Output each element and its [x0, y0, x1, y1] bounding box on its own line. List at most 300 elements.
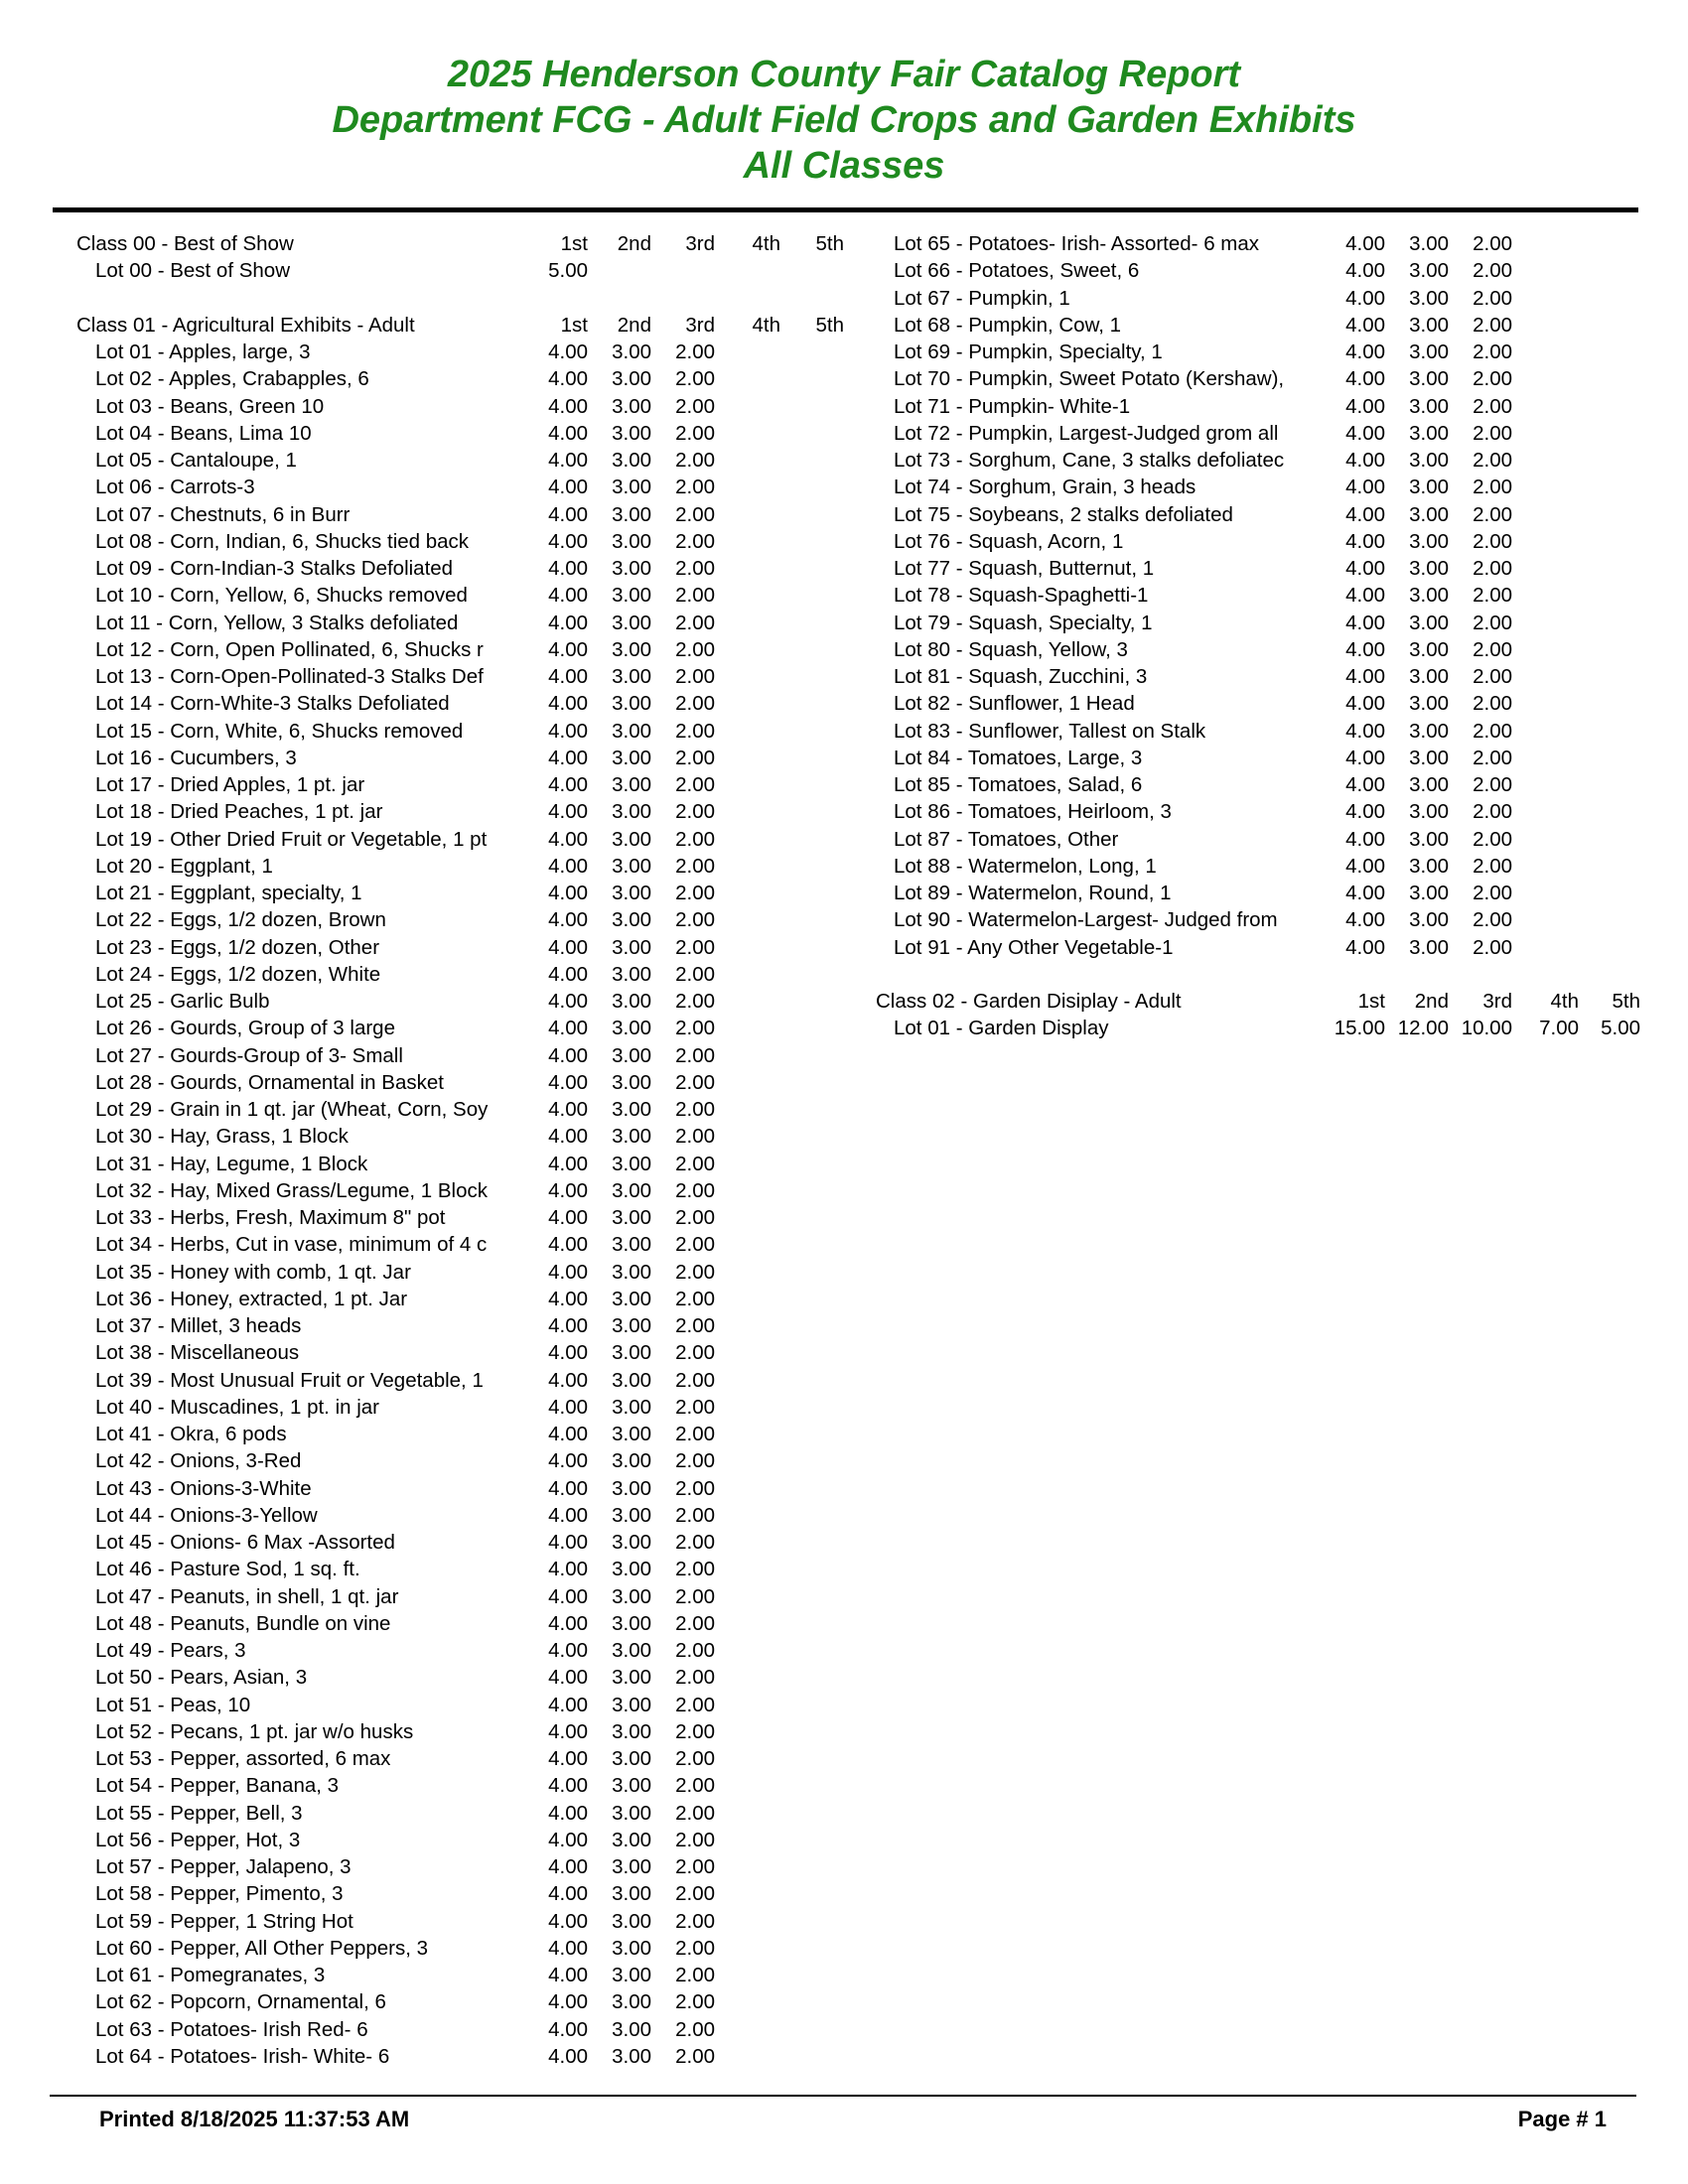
lot-row: [0, 420, 854, 447]
premium-place-2: 3.00: [612, 502, 651, 526]
lot-name: Lot 25 - Garlic Bulb: [95, 990, 270, 1013]
lot-row: [0, 961, 854, 988]
premium-place-1: 4.00: [548, 665, 588, 688]
lot-row: [0, 1827, 854, 1853]
premium-place-3: 2.00: [1473, 394, 1512, 418]
lot-name: Lot 67 - Pumpkin, 1: [894, 286, 1070, 310]
premium-place-1: 4.00: [548, 2044, 588, 2068]
lot-row: [854, 826, 1688, 853]
lot-row: [0, 1339, 854, 1366]
lot-name: Lot 68 - Pumpkin, Cow, 1: [894, 313, 1122, 337]
premium-place-3: 2.00: [675, 692, 715, 716]
class-header-row: [0, 312, 854, 339]
premium-place-3: 2.00: [675, 990, 715, 1013]
premium-place-1: 4.00: [1345, 773, 1385, 796]
premium-place-3: 2.00: [675, 1395, 715, 1419]
lot-row: [0, 610, 854, 636]
premium-place-1: 4.00: [1345, 746, 1385, 769]
premium-place-1: 4.00: [548, 1882, 588, 1906]
lot-name: Lot 40 - Muscadines, 1 pt. in jar: [95, 1395, 380, 1419]
premium-place-3: 2.00: [1473, 637, 1512, 661]
lot-row: [854, 312, 1688, 339]
lot-name: Lot 41 - Okra, 6 pods: [95, 1423, 287, 1445]
premium-place-2: 3.00: [612, 1611, 651, 1635]
place-header-5: 5th: [1612, 990, 1640, 1013]
lot-name: Lot 86 - Tomatoes, Heirloom, 3: [894, 800, 1172, 824]
premium-place-1: 4.00: [548, 584, 588, 608]
lot-row: [854, 365, 1688, 392]
premium-place-1: 4.00: [548, 1747, 588, 1770]
premium-place-2: 3.00: [612, 990, 651, 1013]
lot-name: Lot 49 - Pears, 3: [95, 1639, 246, 1662]
lot-name: Lot 50 - Pears, Asian, 3: [95, 1666, 308, 1690]
lot-row: [0, 1935, 854, 1962]
place-header-4: 4th: [752, 232, 780, 255]
lot-row: [854, 798, 1688, 825]
premium-place-3: 2.00: [675, 1882, 715, 1906]
lot-row: [0, 1664, 854, 1691]
premium-place-1: 4.00: [548, 1233, 588, 1257]
lot-name: Lot 71 - Pumpkin- White-1: [894, 394, 1131, 418]
lot-row: [0, 1502, 854, 1529]
premium-place-1: 4.00: [548, 1558, 588, 1581]
place-header-2: 2nd: [1414, 990, 1449, 1013]
lot-name: Lot 91 - Any Other Vegetable-1: [894, 935, 1174, 959]
place-header-1: 1st: [560, 232, 588, 255]
lot-row: [0, 1529, 854, 1556]
premium-place-3: 2.00: [675, 1558, 715, 1581]
premium-place-2: 3.00: [612, 611, 651, 634]
premium-place-1: 4.00: [1345, 367, 1385, 391]
premium-place-2: 3.00: [1409, 286, 1449, 310]
lot-name: Lot 38 - Miscellaneous: [95, 1341, 300, 1365]
premium-place-3: 2.00: [675, 1178, 715, 1202]
lot-name: Lot 55 - Pepper, Bell, 3: [95, 1801, 303, 1825]
premium-place-2: 12.00: [1397, 1017, 1449, 1040]
premium-place-2: 3.00: [612, 908, 651, 932]
lot-row: [0, 771, 854, 798]
premium-place-2: 3.00: [1409, 719, 1449, 743]
premium-place-2: 3.00: [612, 394, 651, 418]
premium-place-3: 2.00: [675, 665, 715, 688]
premium-place-3: 2.00: [675, 1043, 715, 1067]
premium-place-3: 2.00: [675, 1233, 715, 1257]
premium-place-3: 2.00: [675, 502, 715, 526]
premium-place-3: 2.00: [1473, 908, 1512, 932]
lot-row: [0, 501, 854, 528]
premium-place-2: 3.00: [1409, 341, 1449, 363]
premium-place-3: 2.00: [1473, 665, 1512, 688]
premium-place-2: 3.00: [612, 1341, 651, 1365]
premium-place-1: 4.00: [548, 1719, 588, 1743]
lot-name: Lot 57 - Pepper, Jalapeno, 3: [95, 1855, 352, 1878]
lot-name: Lot 39 - Most Unusual Fruit or Vegetable, 1: [95, 1368, 484, 1392]
lot-row: [0, 880, 854, 906]
premium-place-2: 3.00: [612, 773, 651, 796]
premium-place-2: 3.00: [612, 1125, 651, 1149]
premium-place-2: 3.00: [612, 1964, 651, 1986]
premium-place-2: 3.00: [612, 1206, 651, 1229]
premium-place-1: 4.00: [548, 908, 588, 932]
lot-name: Lot 28 - Gourds, Ornamental in Basket: [95, 1070, 444, 1094]
lot-row: [0, 447, 854, 474]
premium-place-3: 2.00: [675, 962, 715, 986]
premium-place-3: 2.00: [675, 1774, 715, 1798]
lot-row: [854, 393, 1688, 420]
premium-place-2: 3.00: [1409, 637, 1449, 661]
lot-row: [0, 1042, 854, 1069]
premium-place-2: 3.00: [612, 476, 651, 499]
premium-place-1: 4.00: [1345, 394, 1385, 418]
class-name: Class 02 - Garden Disiplay - Adult: [876, 990, 1182, 1013]
lot-row: [0, 1556, 854, 1582]
premium-place-1: 4.00: [548, 1774, 588, 1798]
lot-row: [854, 474, 1688, 500]
premium-place-2: 3.00: [1409, 800, 1449, 824]
premium-place-1: 4.00: [548, 1909, 588, 1933]
lot-row: [854, 257, 1688, 284]
lot-row: [0, 934, 854, 961]
premium-place-2: 3.00: [1409, 773, 1449, 796]
premium-place-1: 4.00: [548, 1287, 588, 1310]
premium-place-1: 4.00: [548, 394, 588, 418]
premium-place-2: 3.00: [612, 367, 651, 391]
premium-place-3: 2.00: [675, 637, 715, 661]
premium-place-3: 2.00: [675, 1693, 715, 1716]
footer-divider: [50, 2095, 1636, 2097]
lot-name: Lot 52 - Pecans, 1 pt. jar w/o husks: [95, 1719, 414, 1743]
lot-name: Lot 61 - Pomegranates, 3: [95, 1964, 326, 1986]
lot-row: [0, 1908, 854, 1935]
premium-place-2: 3.00: [612, 746, 651, 769]
lot-row: [0, 1394, 854, 1421]
premium-place-3: 2.00: [1473, 529, 1512, 553]
place-header-1: 1st: [560, 313, 588, 337]
premium-place-1: 4.00: [548, 1043, 588, 1067]
premium-place-2: 3.00: [1409, 232, 1449, 255]
premium-place-2: 3.00: [612, 1774, 651, 1798]
lot-name: Lot 46 - Pasture Sod, 1 sq. ft.: [95, 1558, 360, 1581]
lot-row: [0, 1988, 854, 2015]
lot-name: Lot 26 - Gourds, Group of 3 large: [95, 1017, 395, 1040]
premium-place-2: 3.00: [612, 1584, 651, 1608]
lot-row: [854, 555, 1688, 582]
place-header-2: 2nd: [617, 313, 651, 337]
premium-place-5: 5.00: [1601, 1017, 1640, 1040]
premium-place-1: 4.00: [548, 990, 588, 1013]
premium-place-2: 3.00: [612, 1828, 651, 1851]
premium-place-3: 2.00: [1473, 882, 1512, 904]
premium-place-2: 3.00: [1409, 908, 1449, 932]
premium-place-1: 4.00: [548, 962, 588, 986]
lot-row: [0, 1421, 854, 1447]
premium-place-3: 2.00: [1473, 746, 1512, 769]
lot-row: [0, 1069, 854, 1096]
premium-place-1: 4.00: [548, 800, 588, 824]
premium-place-3: 2.00: [1473, 584, 1512, 608]
lot-row: [0, 798, 854, 825]
lot-name: Lot 51 - Peas, 10: [95, 1693, 251, 1716]
premium-place-2: 3.00: [612, 1098, 651, 1121]
lot-name: Lot 56 - Pepper, Hot, 3: [95, 1828, 301, 1851]
premium-place-1: 4.00: [548, 1395, 588, 1419]
premium-place-3: 2.00: [675, 421, 715, 445]
printed-timestamp: Printed 8/18/2025 11:37:53 AM: [99, 2107, 410, 2131]
premium-place-2: 3.00: [1409, 421, 1449, 445]
lot-name: Lot 01 - Apples, large, 3: [95, 341, 311, 363]
class-header-row: [854, 988, 1688, 1015]
lot-name: Lot 30 - Hay, Grass, 1 Block: [95, 1125, 349, 1149]
lot-name: Lot 11 - Corn, Yellow, 3 Stalks defoliated: [95, 611, 459, 634]
premium-place-1: 15.00: [1334, 1017, 1385, 1040]
premium-place-3: 2.00: [1473, 800, 1512, 824]
premium-place-3: 2.00: [675, 476, 715, 499]
premium-place-3: 2.00: [675, 2017, 715, 2041]
premium-place-1: 4.00: [548, 421, 588, 445]
premium-place-2: 3.00: [612, 1043, 651, 1067]
header-divider: [53, 207, 1638, 212]
spacer-row: [0, 285, 854, 312]
premium-place-3: 2.00: [675, 1855, 715, 1878]
premium-place-2: 3.00: [612, 692, 651, 716]
premium-place-3: 2.00: [675, 1503, 715, 1527]
lot-name: Lot 73 - Sorghum, Cane, 3 stalks defoliatec: [894, 449, 1285, 472]
premium-place-1: 4.00: [548, 1584, 588, 1608]
premium-place-3: 2.00: [1473, 421, 1512, 445]
premium-place-3: 2.00: [675, 746, 715, 769]
premium-place-2: 3.00: [612, 1909, 651, 1933]
lot-name: Lot 75 - Soybeans, 2 stalks defoliated: [894, 502, 1233, 526]
premium-place-2: 3.00: [612, 665, 651, 688]
premium-place-1: 4.00: [1345, 800, 1385, 824]
premium-place-3: 2.00: [1473, 502, 1512, 526]
premium-place-3: 10.00: [1461, 1017, 1512, 1040]
lot-name: Lot 84 - Tomatoes, Large, 3: [894, 746, 1143, 769]
lot-row: [854, 610, 1688, 636]
premium-place-3: 2.00: [675, 1476, 715, 1500]
premium-place-3: 2.00: [675, 1666, 715, 1690]
lot-name: Lot 10 - Corn, Yellow, 6, Shucks removed: [95, 584, 468, 608]
lot-name: Lot 17 - Dried Apples, 1 pt. jar: [95, 773, 365, 796]
lot-name: Lot 58 - Pepper, Pimento, 3: [95, 1882, 344, 1906]
premium-place-1: 4.00: [1345, 719, 1385, 743]
lot-row: [0, 1880, 854, 1907]
lot-row: [854, 853, 1688, 880]
lot-name: Lot 03 - Beans, Green 10: [95, 394, 325, 418]
class-header-row: [0, 230, 854, 257]
lot-name: Lot 12 - Corn, Open Pollinated, 6, Shucks r: [95, 637, 484, 661]
lot-name: Lot 18 - Dried Peaches, 1 pt. jar: [95, 800, 383, 824]
premium-place-1: 4.00: [548, 1476, 588, 1500]
lot-row: [0, 1123, 854, 1150]
premium-place-1: 4.00: [548, 1990, 588, 2014]
lot-name: Lot 76 - Squash, Acorn, 1: [894, 529, 1124, 553]
department-title: Department FCG - Adult Field Crops and Garden Exhibits: [332, 99, 1356, 141]
premium-place-1: 4.00: [548, 1017, 588, 1040]
premium-place-2: 3.00: [1409, 394, 1449, 418]
lot-row: [854, 339, 1688, 365]
premium-place-3: 2.00: [1473, 232, 1512, 255]
premium-place-2: 3.00: [612, 1747, 651, 1770]
report-title: 2025 Henderson County Fair Catalog Report: [447, 54, 1241, 95]
premium-place-3: 2.00: [675, 611, 715, 634]
premium-place-2: 3.00: [612, 1314, 651, 1337]
premium-place-2: 3.00: [612, 1423, 651, 1445]
right-column: [854, 230, 1688, 1042]
lot-name: Lot 05 - Cantaloupe, 1: [95, 449, 297, 472]
premium-place-2: 3.00: [612, 827, 651, 851]
premium-place-2: 3.00: [1409, 502, 1449, 526]
premium-place-3: 2.00: [1473, 557, 1512, 580]
lot-name: Lot 69 - Pumpkin, Specialty, 1: [894, 341, 1163, 363]
premium-place-1: 4.00: [548, 529, 588, 553]
premium-place-3: 2.00: [1473, 773, 1512, 796]
premium-place-3: 2.00: [675, 1909, 715, 1933]
premium-place-2: 3.00: [612, 1855, 651, 1878]
report-header: [0, 52, 1688, 189]
lot-name: Lot 08 - Corn, Indian, 6, Shucks tied back: [95, 529, 470, 553]
lot-name: Lot 48 - Peanuts, Bundle on vine: [95, 1611, 391, 1635]
place-header-4: 4th: [1550, 990, 1579, 1013]
lot-row: [0, 1745, 854, 1772]
premium-place-1: 4.00: [1345, 286, 1385, 310]
premium-place-1: 4.00: [548, 557, 588, 580]
lot-row: [0, 1286, 854, 1312]
premium-place-3: 2.00: [1473, 692, 1512, 716]
premium-place-1: 4.00: [1345, 854, 1385, 878]
lot-name: Lot 80 - Squash, Yellow, 3: [894, 637, 1128, 661]
lot-row: [0, 1367, 854, 1394]
premium-place-1: 4.00: [1345, 449, 1385, 472]
premium-place-2: 3.00: [612, 1503, 651, 1527]
premium-place-2: 3.00: [612, 1368, 651, 1392]
premium-place-2: 3.00: [612, 449, 651, 472]
premium-place-2: 3.00: [1409, 935, 1449, 959]
premium-place-2: 3.00: [1409, 584, 1449, 608]
premium-place-1: 4.00: [1345, 476, 1385, 499]
premium-place-1: 4.00: [548, 1666, 588, 1690]
premium-place-1: 4.00: [1345, 827, 1385, 851]
place-header-2: 2nd: [617, 232, 651, 255]
lot-row: [0, 1151, 854, 1177]
premium-place-3: 2.00: [675, 1368, 715, 1392]
lot-name: Lot 43 - Onions-3-White: [95, 1476, 312, 1500]
premium-place-1: 4.00: [548, 746, 588, 769]
lot-name: Lot 88 - Watermelon, Long, 1: [894, 854, 1157, 878]
premium-place-2: 3.00: [612, 935, 651, 959]
lot-name: Lot 15 - Corn, White, 6, Shucks removed: [95, 719, 464, 743]
premium-place-1: 4.00: [548, 1855, 588, 1878]
lot-name: Lot 60 - Pepper, All Other Peppers, 3: [95, 1936, 429, 1960]
premium-place-3: 2.00: [675, 1152, 715, 1175]
premium-place-1: 4.00: [1345, 313, 1385, 337]
premium-place-2: 3.00: [1409, 746, 1449, 769]
premium-place-3: 2.00: [675, 1070, 715, 1094]
premium-place-3: 2.00: [675, 341, 715, 363]
premium-place-1: 4.00: [548, 1260, 588, 1284]
premium-place-1: 4.00: [548, 1531, 588, 1554]
lot-row: [854, 934, 1688, 961]
premium-place-2: 3.00: [612, 962, 651, 986]
premium-place-2: 3.00: [612, 341, 651, 363]
premium-place-2: 3.00: [1409, 854, 1449, 878]
lot-name: Lot 31 - Hay, Legume, 1 Block: [95, 1152, 368, 1175]
premium-place-1: 4.00: [548, 1639, 588, 1662]
lot-row: [0, 528, 854, 555]
premium-place-3: 2.00: [675, 719, 715, 743]
premium-place-3: 2.00: [1473, 935, 1512, 959]
lot-name: Lot 21 - Eggplant, specialty, 1: [95, 882, 362, 904]
premium-place-1: 4.00: [548, 1828, 588, 1851]
premium-place-3: 2.00: [675, 800, 715, 824]
premium-place-1: 4.00: [548, 719, 588, 743]
premium-place-2: 3.00: [612, 1476, 651, 1500]
premium-place-2: 3.00: [612, 584, 651, 608]
lot-name: Lot 72 - Pumpkin, Largest-Judged grom all: [894, 421, 1279, 445]
premium-place-2: 3.00: [1409, 692, 1449, 716]
lot-name: Lot 14 - Corn-White-3 Stalks Defoliated: [95, 692, 450, 716]
lot-row: [854, 745, 1688, 771]
premium-place-2: 3.00: [612, 1639, 651, 1662]
lot-name: Lot 74 - Sorghum, Grain, 3 heads: [894, 476, 1196, 499]
premium-place-1: 4.00: [548, 827, 588, 851]
premium-place-2: 3.00: [612, 529, 651, 553]
place-header-4: 4th: [752, 313, 780, 337]
lot-name: Lot 37 - Millet, 3 heads: [95, 1314, 302, 1337]
premium-place-3: 2.00: [675, 1449, 715, 1473]
report-subtitle: All Classes: [743, 145, 945, 187]
lot-name: Lot 77 - Squash, Butternut, 1: [894, 557, 1155, 580]
premium-place-2: 3.00: [612, 1449, 651, 1473]
lot-name: Lot 32 - Hay, Mixed Grass/Legume, 1 Block: [95, 1178, 488, 1202]
lot-row: [0, 906, 854, 933]
lot-name: Lot 29 - Grain in 1 qt. jar (Wheat, Corn, Soy: [95, 1098, 489, 1121]
lot-row: [0, 1312, 854, 1339]
premium-place-3: 2.00: [1473, 341, 1512, 363]
premium-place-3: 2.00: [1473, 367, 1512, 391]
premium-place-3: 2.00: [675, 1747, 715, 1770]
premium-place-1: 4.00: [548, 1125, 588, 1149]
premium-place-1: 4.00: [548, 1341, 588, 1365]
premium-place-2: 3.00: [612, 854, 651, 878]
lot-row: [0, 582, 854, 609]
premium-place-2: 3.00: [612, 1882, 651, 1906]
lot-name: Lot 83 - Sunflower, Tallest on Stalk: [894, 719, 1206, 743]
lot-row: [854, 663, 1688, 690]
premium-place-2: 3.00: [1409, 449, 1449, 472]
premium-place-1: 4.00: [1345, 232, 1385, 255]
premium-place-4: 7.00: [1539, 1017, 1579, 1040]
lot-row: [0, 339, 854, 365]
premium-place-2: 3.00: [612, 1178, 651, 1202]
premium-place-3: 2.00: [675, 557, 715, 580]
premium-place-2: 3.00: [612, 1233, 651, 1257]
class-name: Class 01 - Agricultural Exhibits - Adult: [76, 313, 415, 337]
premium-place-2: 3.00: [612, 1287, 651, 1310]
premium-place-2: 3.00: [612, 1017, 651, 1040]
premium-place-2: 3.00: [1409, 557, 1449, 580]
premium-place-3: 2.00: [675, 1964, 715, 1986]
lot-row: [854, 906, 1688, 933]
premium-place-3: 2.00: [1473, 719, 1512, 743]
lot-name: Lot 23 - Eggs, 1/2 dozen, Other: [95, 935, 380, 959]
lot-row: [0, 1447, 854, 1474]
premium-place-2: 3.00: [1409, 529, 1449, 553]
premium-place-1: 4.00: [1345, 421, 1385, 445]
lot-row: [0, 663, 854, 690]
lot-row: [0, 2016, 854, 2043]
lot-name: Lot 19 - Other Dried Fruit or Vegetable, 1 pt: [95, 827, 488, 851]
